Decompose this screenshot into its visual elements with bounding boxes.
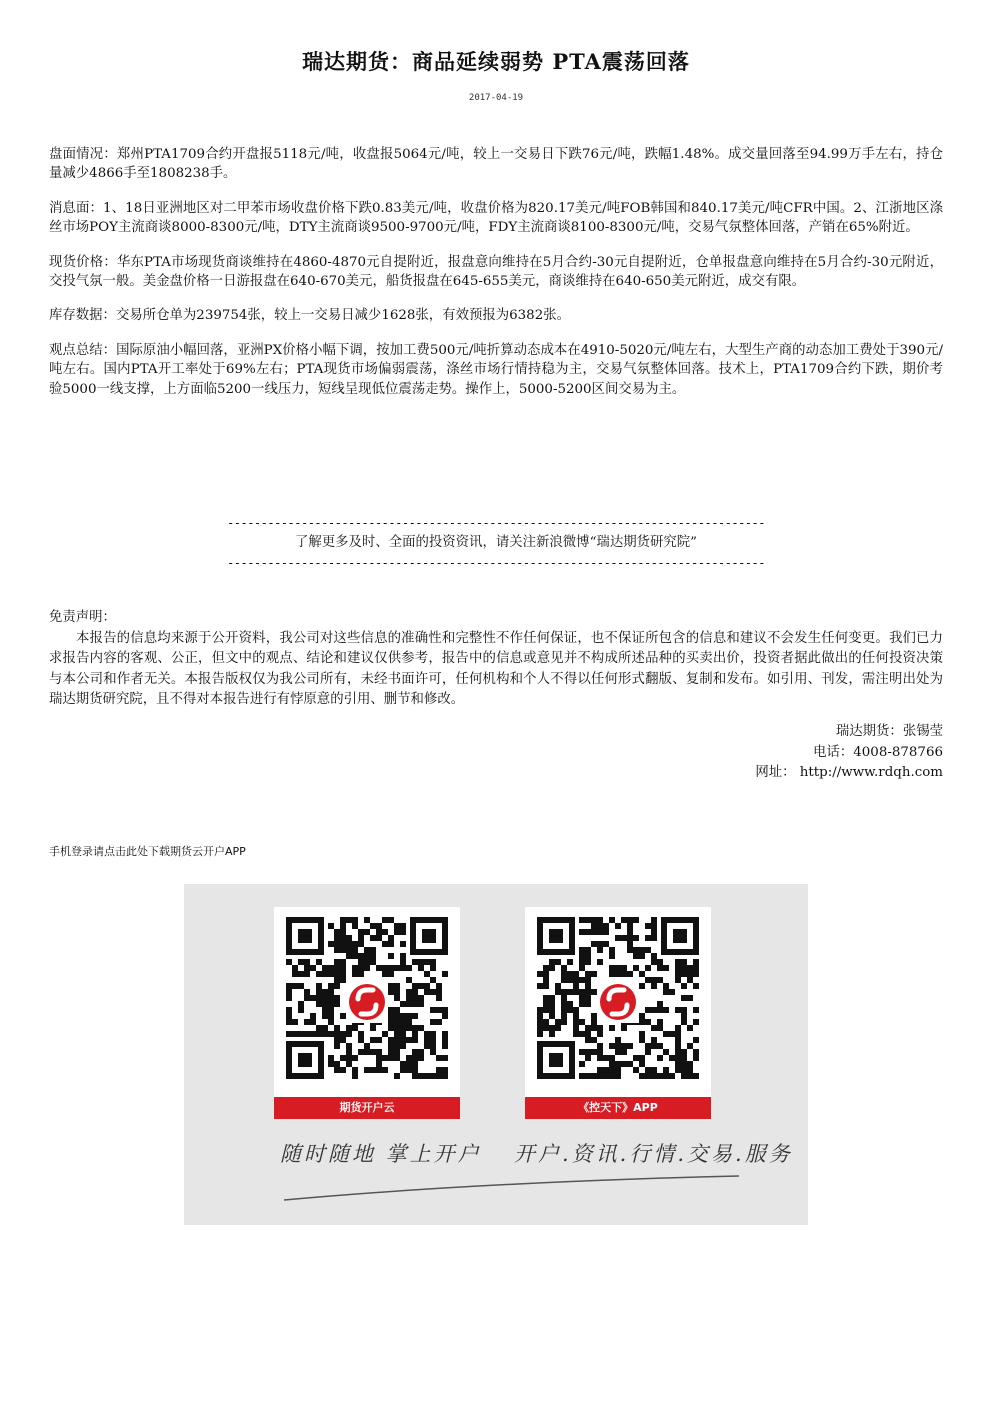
app-download-link[interactable]: 手机登录请点击此处下载期货云开户APP [49, 845, 246, 858]
qr-card-left [274, 907, 460, 1119]
qr-left-label: 期货开户云 [274, 1097, 460, 1119]
website-line[interactable]: 网址： http://www.rdqh.com [755, 765, 943, 780]
swoosh-decoration-icon [284, 1174, 744, 1204]
signoff [755, 722, 943, 784]
paragraph-spot-price: 现货价格：华东PTA市场现货商谈维持在4860-4870元自提附近，报盘意向维持在5月合约-30元自提附近，仓单报盘意向维持在5月合约-30元附近，交投气氛一般。美金盘价格一日游报盘在640-670美元，船货报盘在645-655美元，商谈维持在640-650美元附近，成交有限。 [49, 254, 943, 290]
disclaimer-body: 本报告的信息均来源于公开资料，我公司对这些信息的准确性和完整性不作任何保证，也不保证所包含的信息和建议不会发生任何变更。我们已力求报告内容的客观、公正，但文中的观点、结论和建议仅供参考，报告中的信息或意见并不构成所述品种的买卖出价，投资者据此做出的任何投资决策与本公司和作者无关。本报告版权仅为我公司所有，未经书面许可，任何机构和个人不得以任何形式翻版、复制和发布。如引用、刊发，需注明出处为瑞达期货研究院，且不得对本报告进行有悖原意的引用、删节和修改。 [49, 630, 943, 707]
qr-card-right [525, 907, 711, 1119]
qr-code-right-icon [525, 907, 711, 1097]
divider-top: -------------------------------------------------------------------------------- [227, 516, 765, 530]
paragraph-market: 盘面情况：郑州PTA1709合约开盘报5118元/吨，收盘报5064元/吨，较上一交易日下跌76元/吨，跌幅1.48%。成交量回落至94.99万手左右，持仓量减少4866手至1808238手。 [49, 147, 943, 182]
logo-left-icon [346, 981, 388, 1023]
author-line: 瑞达期货：张锡莹 [835, 724, 943, 739]
weibo-promo-text: 了解更多及时、全面的投资资讯，请关注新浪微博“瑞达期货研究院” [294, 535, 698, 550]
disclaimer [49, 608, 943, 711]
paragraph-news: 消息面：1、18日亚洲地区对二甲苯市场收盘价格下跌0.83美元/吨，收盘价格为820.17美元/吨FOB韩国和840.17美元/吨CFR中国。2、江浙地区涤丝市场POY主流商谈8000-8300元/吨，DTY主流商谈9500-9700元/吨，FDY主流商谈8100-8300元/吨，交易气氛整体回落，产销在65%附近。 [49, 200, 943, 236]
slogan-left: 随时随地 掌上开户 [280, 1142, 482, 1166]
page-title: 瑞达期货：商品延续弱势 PTA震荡回落 [302, 49, 690, 74]
logo-right-icon [597, 981, 639, 1023]
paragraph-summary: 观点总结：国际原油小幅回落，亚洲PX价格小幅下调，按加工费500元/吨折算动态成本在4910-5020元/吨左右，大型生产商的动态加工费处于390元/吨左右。国内PTA开工率处于69%左右；PTA现货市场偏弱震荡，涤丝市场行情持稳为主，交易气氛整体回落。技术上，PTA1709合约下跌，期价考验5000一线支撑，上方面临5200一线压力，短线呈现低位震荡走势。操作上，5000-5200区间交易为主。 [49, 342, 943, 397]
report-body [49, 145, 943, 414]
paragraph-inventory: 库存数据：交易所仓单为239754张，较上一交易日减少1628张，有效预报为6382张。 [49, 308, 570, 324]
divider-bottom: -------------------------------------------------------------------------------- [227, 556, 765, 570]
disclaimer-heading: 免责声明： [49, 610, 116, 625]
qr-code-left-icon [274, 907, 460, 1097]
qr-right-label: 《控天下》APP [525, 1097, 711, 1119]
weibo-promo [0, 513, 992, 573]
phone-line: 电话：4008-878766 [813, 744, 943, 760]
app-banner [184, 884, 808, 1225]
publish-date: 2017-04-19 [468, 93, 524, 103]
slogan-right: 开户.资讯.行情.交易.服务 [514, 1142, 793, 1166]
